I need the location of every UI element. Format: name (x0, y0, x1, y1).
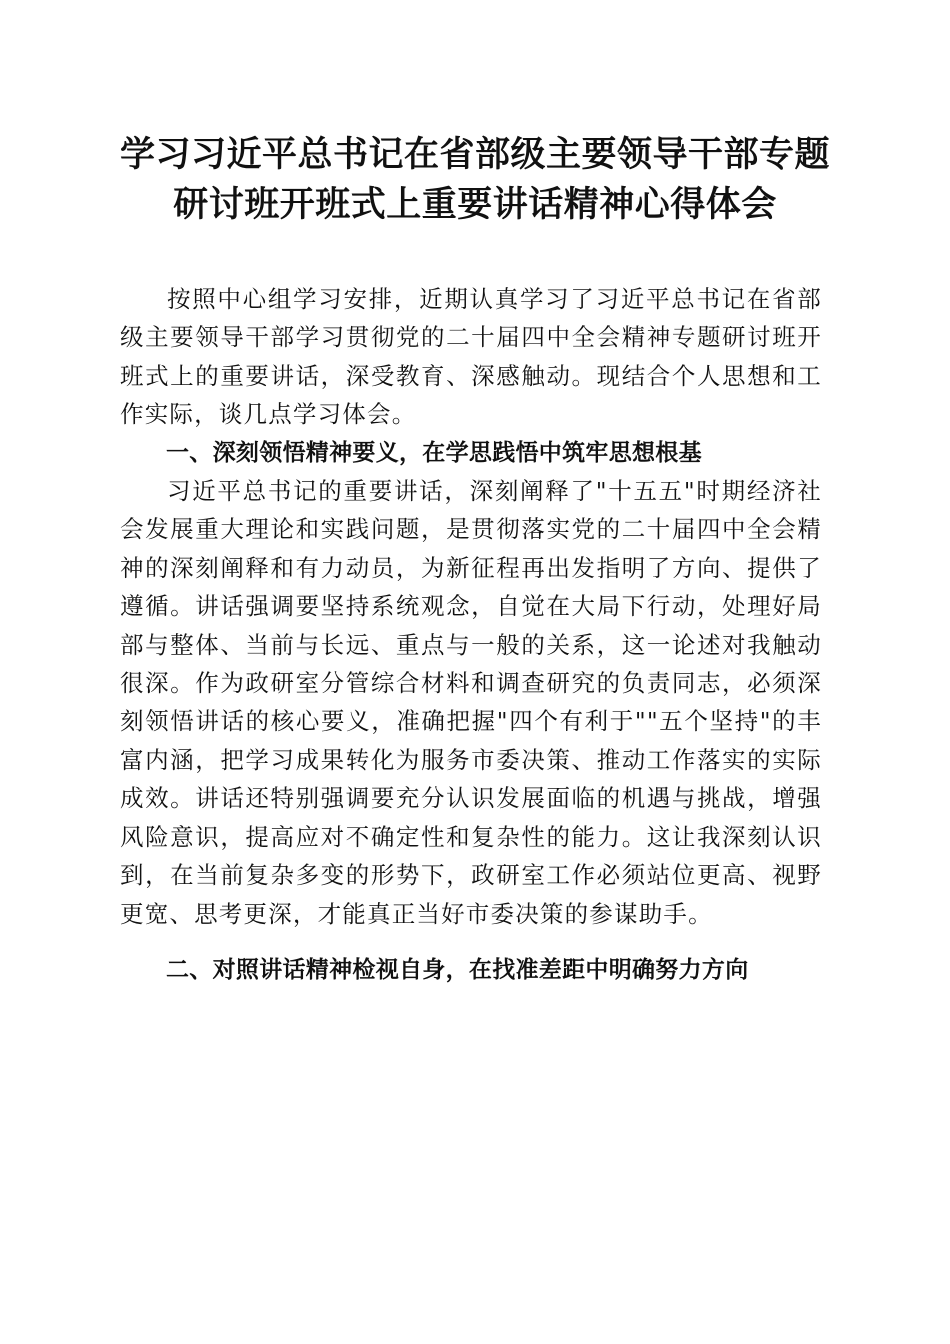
title-line-2: 研讨班开班式上重要讲话精神心得体会 (173, 184, 777, 225)
document-body (120, 280, 822, 989)
intro-paragraph: 按照中心组学习安排，近期认真学习了习近平总书记在省部级主要领导干部学习贯彻党的二十届四中全会精神专题研讨班开班式上的重要讲话，深受教育、深感触动。现结合个人思想和工作实际，谈几点学习体会。 (120, 285, 822, 429)
document-title (100, 130, 850, 230)
section-1-paragraph: 习近平总书记的重要讲话，深刻阐释了"十五五"时期经济社会发展重大理论和实践问题，是贯彻落实党的二十届四中全会精神的深刻阐释和有力动员，为新征程再出发指明了方向、提供了遵循。讲话强调要坚持系统观念，自觉在大局下行动，处理好局部与整体、当前与长远、重点与一般的关系，这一论述对我触动很深。作为政研室分管综合材料和调查研究的负责同志，必须深刻领悟讲话的核心要义，准确把握"四个有利于""五个坚持"的丰富内涵，把学习成果转化为服务市委决策、推动工作落实的实际成效。讲话还特别强调要充分认识发展面临的机遇与挑战，增强风险意识，提高应对不确定性和复杂性的能力。这让我深刻认识到，在当前复杂多变的形势下，政研室工作必须站位更高、视野更宽、思考更深，才能真正当好市委决策的参谋助手。 (120, 477, 822, 928)
title-line-1: 学习习近平总书记在省部级主要领导干部专题 (119, 134, 830, 175)
section-1-heading: 一、深刻领悟精神要义，在学思践悟中筑牢思想根基 (166, 439, 702, 466)
section-2-heading: 二、对照讲话精神检视自身，在找准差距中明确努力方向 (166, 956, 749, 983)
